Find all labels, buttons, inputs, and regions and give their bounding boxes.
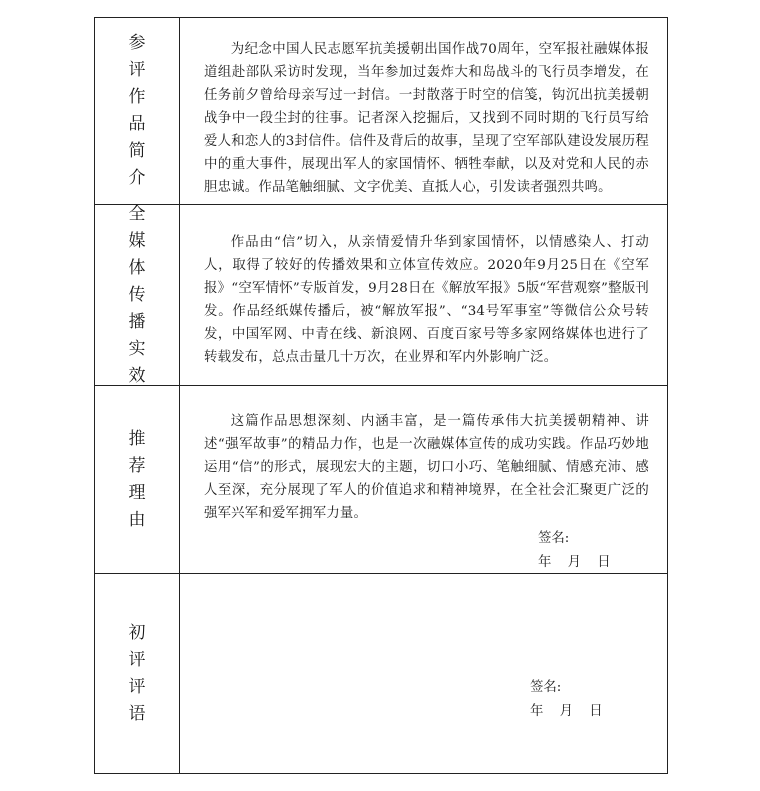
row-label-preliminary-comment: 初评评语 <box>128 622 146 724</box>
preliminary-signature-label: 签名: <box>530 680 562 695</box>
media-effect-text: 作品由“信”切入，从亲情爱情升华到家国情怀，以情感染人、打动人，取得了较好的传播效果和立体宣传效应。2020年9月25日在《空军报》“空军情怀”专版首发，9月28日在《解放军报》5版“军营观察”整版刊发。作品经纸媒传播后，被“解放军报”、“34号军事室”等微信公众号转发，中国军网、中青在线、新浪网、百度百家号等多家网络媒体也进行了转载发布，总点击量几十万次，在业界和军内外影响广泛。 <box>204 235 649 365</box>
content-cell-media-effect <box>180 205 667 385</box>
work-summary-text: 为纪念中国人民志愿军抗美援朝出国作战70周年，空军报社融媒体报道组赴部队采访时发现，当年参加过轰炸大和岛战斗的飞行员李增发，在任务前夕曾给母亲写过一封信。一封散落于时空的信笺，钩沉出抗美援朝战争中一段尘封的往事。记者深入挖掘后，又找到不同时期的飞行员写给爱人和恋人的3封信件。信件及背后的故事，呈现了空军部队建设发展历程中的重大事件，展现出军人的家国情怀、牺牲奉献，以及对党和人民的赤胆忠诚。作品笔触细腻、文字优美、直抵人心，引发读者强烈共鸣。 <box>204 42 649 195</box>
row-media-effect <box>95 205 667 386</box>
row-preliminary-comment <box>95 574 667 773</box>
recommendation-date-label: 年 月 日 <box>538 555 611 570</box>
content-cell-recommendation <box>180 386 667 573</box>
label-cell-media-effect <box>95 205 180 385</box>
evaluation-form-table <box>94 17 668 774</box>
row-label-work-summary: 参评作品简介 <box>128 33 146 188</box>
content-cell-work-summary <box>180 18 667 204</box>
label-cell-work-summary <box>95 18 180 204</box>
label-cell-recommendation <box>95 386 180 573</box>
content-cell-preliminary-comment <box>180 574 667 773</box>
preliminary-date-label: 年 月 日 <box>530 704 603 719</box>
row-work-summary <box>95 18 667 205</box>
recommendation-signature-label: 签名: <box>538 531 570 546</box>
row-recommendation <box>95 386 667 574</box>
label-cell-preliminary-comment <box>95 574 180 773</box>
recommendation-text: 这篇作品思想深刻、内涵丰富，是一篇传承伟大抗美援朝精神、讲述“强军故事”的精品力作，也是一次融媒体宣传的成功实践。作品巧妙地运用“信”的形式，展现宏大的主题，切口小巧、笔触细腻、情感充沛、感人至深，充分展现了军人的价值追求和精神境界，在全社会汇聚更广泛的强军兴军和爱军拥军力量。 <box>204 414 649 521</box>
row-label-media-effect: 全媒体传播实效 <box>128 203 146 386</box>
row-label-recommendation: 推荐理由 <box>128 428 146 530</box>
